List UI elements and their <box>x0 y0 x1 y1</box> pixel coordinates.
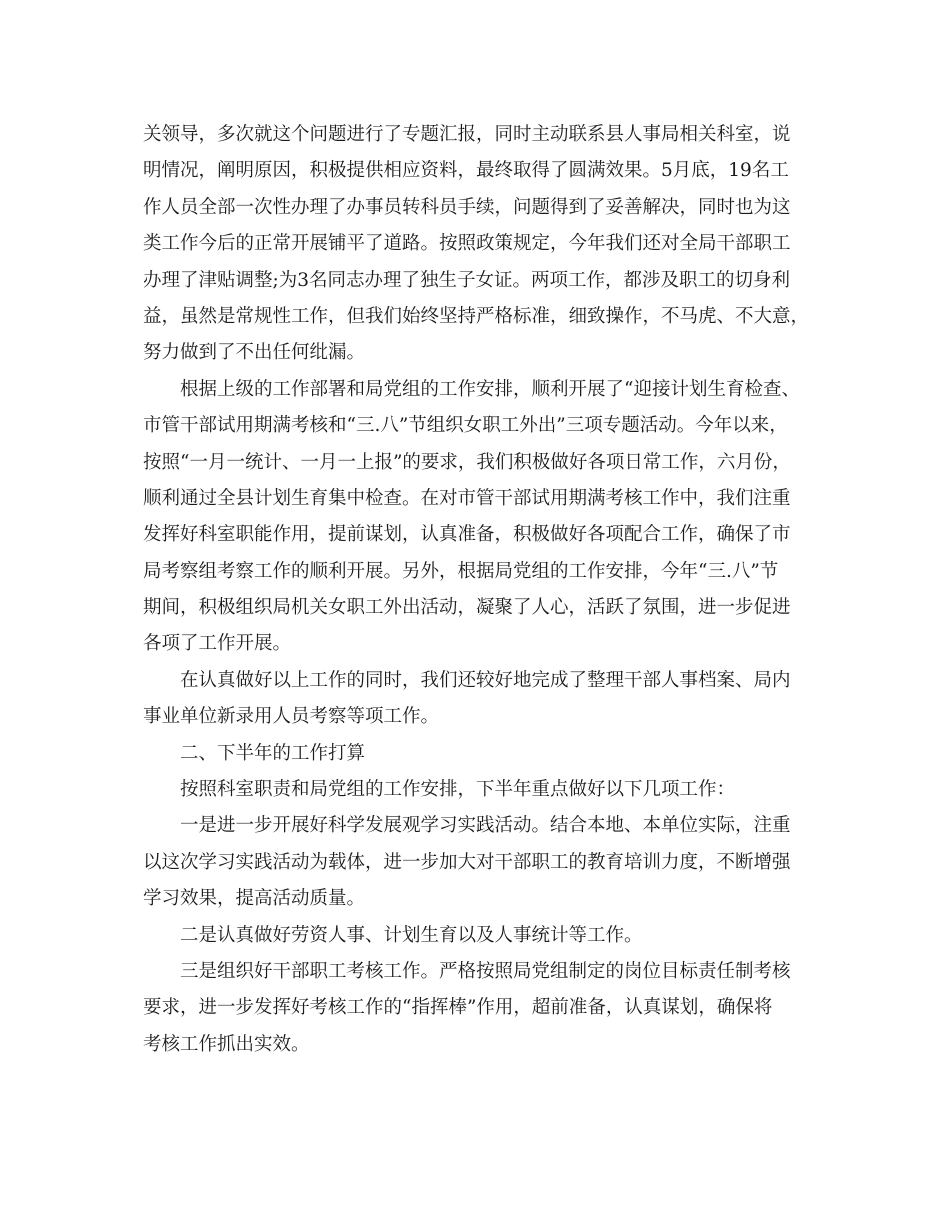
text-line-21: 以这次学习实践活动为载体，进一步加大对干部职工的教育培训力度，不断增强 <box>143 851 791 873</box>
text-line-12: 发挥好科室职能作用，提前谋划，认真准备，积极做好各项配合工作，确保了市 <box>143 524 791 546</box>
text-line-11: 顺利通过全县计划生育集中检查。在对市管干部试用期满考核工作中，我们注重 <box>143 487 791 509</box>
text-line-4: 类工作今后的正常开展铺平了道路。按照政策规定，今年我们还对全局干部职工 <box>143 233 791 255</box>
text-line-26: 考核工作抓出实效。 <box>143 1033 310 1055</box>
text-line-14: 期间，积极组织局机关女职工外出活动，凝聚了人心，活跃了氛围，进一步促进 <box>143 597 791 619</box>
text-line-23: 二是认真做好劳资人事、计划生育以及人事统计等工作。 <box>180 924 643 946</box>
text-line-17: 事业单位新录用人员考察等项工作。 <box>143 706 440 728</box>
text-line-5: 办理了津贴调整;为3名同志办理了独生子女证。两项工作，都涉及职工的切身利 <box>143 269 791 291</box>
text-line-24: 三是组织好干部职工考核工作。严格按照局党组制定的岗位目标责任制考核 <box>180 960 791 982</box>
section-heading: 二、下半年的工作打算 <box>180 742 366 764</box>
text-line-7: 努力做到了不出任何纰漏。 <box>143 342 366 364</box>
document-body <box>143 117 815 1063</box>
text-line-22: 学习效果，提高活动质量。 <box>143 888 366 910</box>
text-line-6: 益，虽然是常规性工作，但我们始终坚持严格标准，细致操作，不马虎、不大意， <box>143 305 810 327</box>
text-line-8: 根据上级的工作部署和局党组的工作安排，顺利开展了“迎接计划生育检查、 <box>180 378 800 400</box>
text-line-2: 明情况，阐明原因，积极提供相应资料，最终取得了圆满效果。5月底，19名工 <box>143 160 789 182</box>
text-line-1: 关领导，多次就这个问题进行了专题汇报，同时主动联系县人事局相关科室，说 <box>143 124 791 145</box>
text-line-3: 作人员全部一次性办理了办事员转科员手续，问题得到了妥善解决，同时也为这 <box>143 196 791 218</box>
text-line-16: 在认真做好以上工作的同时，我们还较好地完成了整理干部人事档案、局内 <box>180 669 791 691</box>
text-line-9: 市管干部试用期满考核和“三.八”节组织女职工外出”三项专题活动。今年以来， <box>143 415 788 437</box>
text-line-10: 按照“一月一统计、一月一上报”的要求，我们积极做好各项日常工作，六月份， <box>143 451 791 473</box>
text-line-13: 局考察组考察工作的顺利开展。另外，根据局党组的工作安排，今年“三.八”节 <box>143 560 779 582</box>
text-line-15: 各项了工作开展。 <box>143 633 292 655</box>
text-line-19: 按照科室职责和局党组的工作安排，下半年重点做好以下几项工作： <box>180 779 736 801</box>
text-line-25: 要求，进一步发挥好考核工作的“指挥棒”作用，超前准备，认真谋划，确保将 <box>143 997 773 1019</box>
text-line-20: 一是进一步开展好科学发展观学习实践活动。结合本地、本单位实际，注重 <box>180 815 791 837</box>
